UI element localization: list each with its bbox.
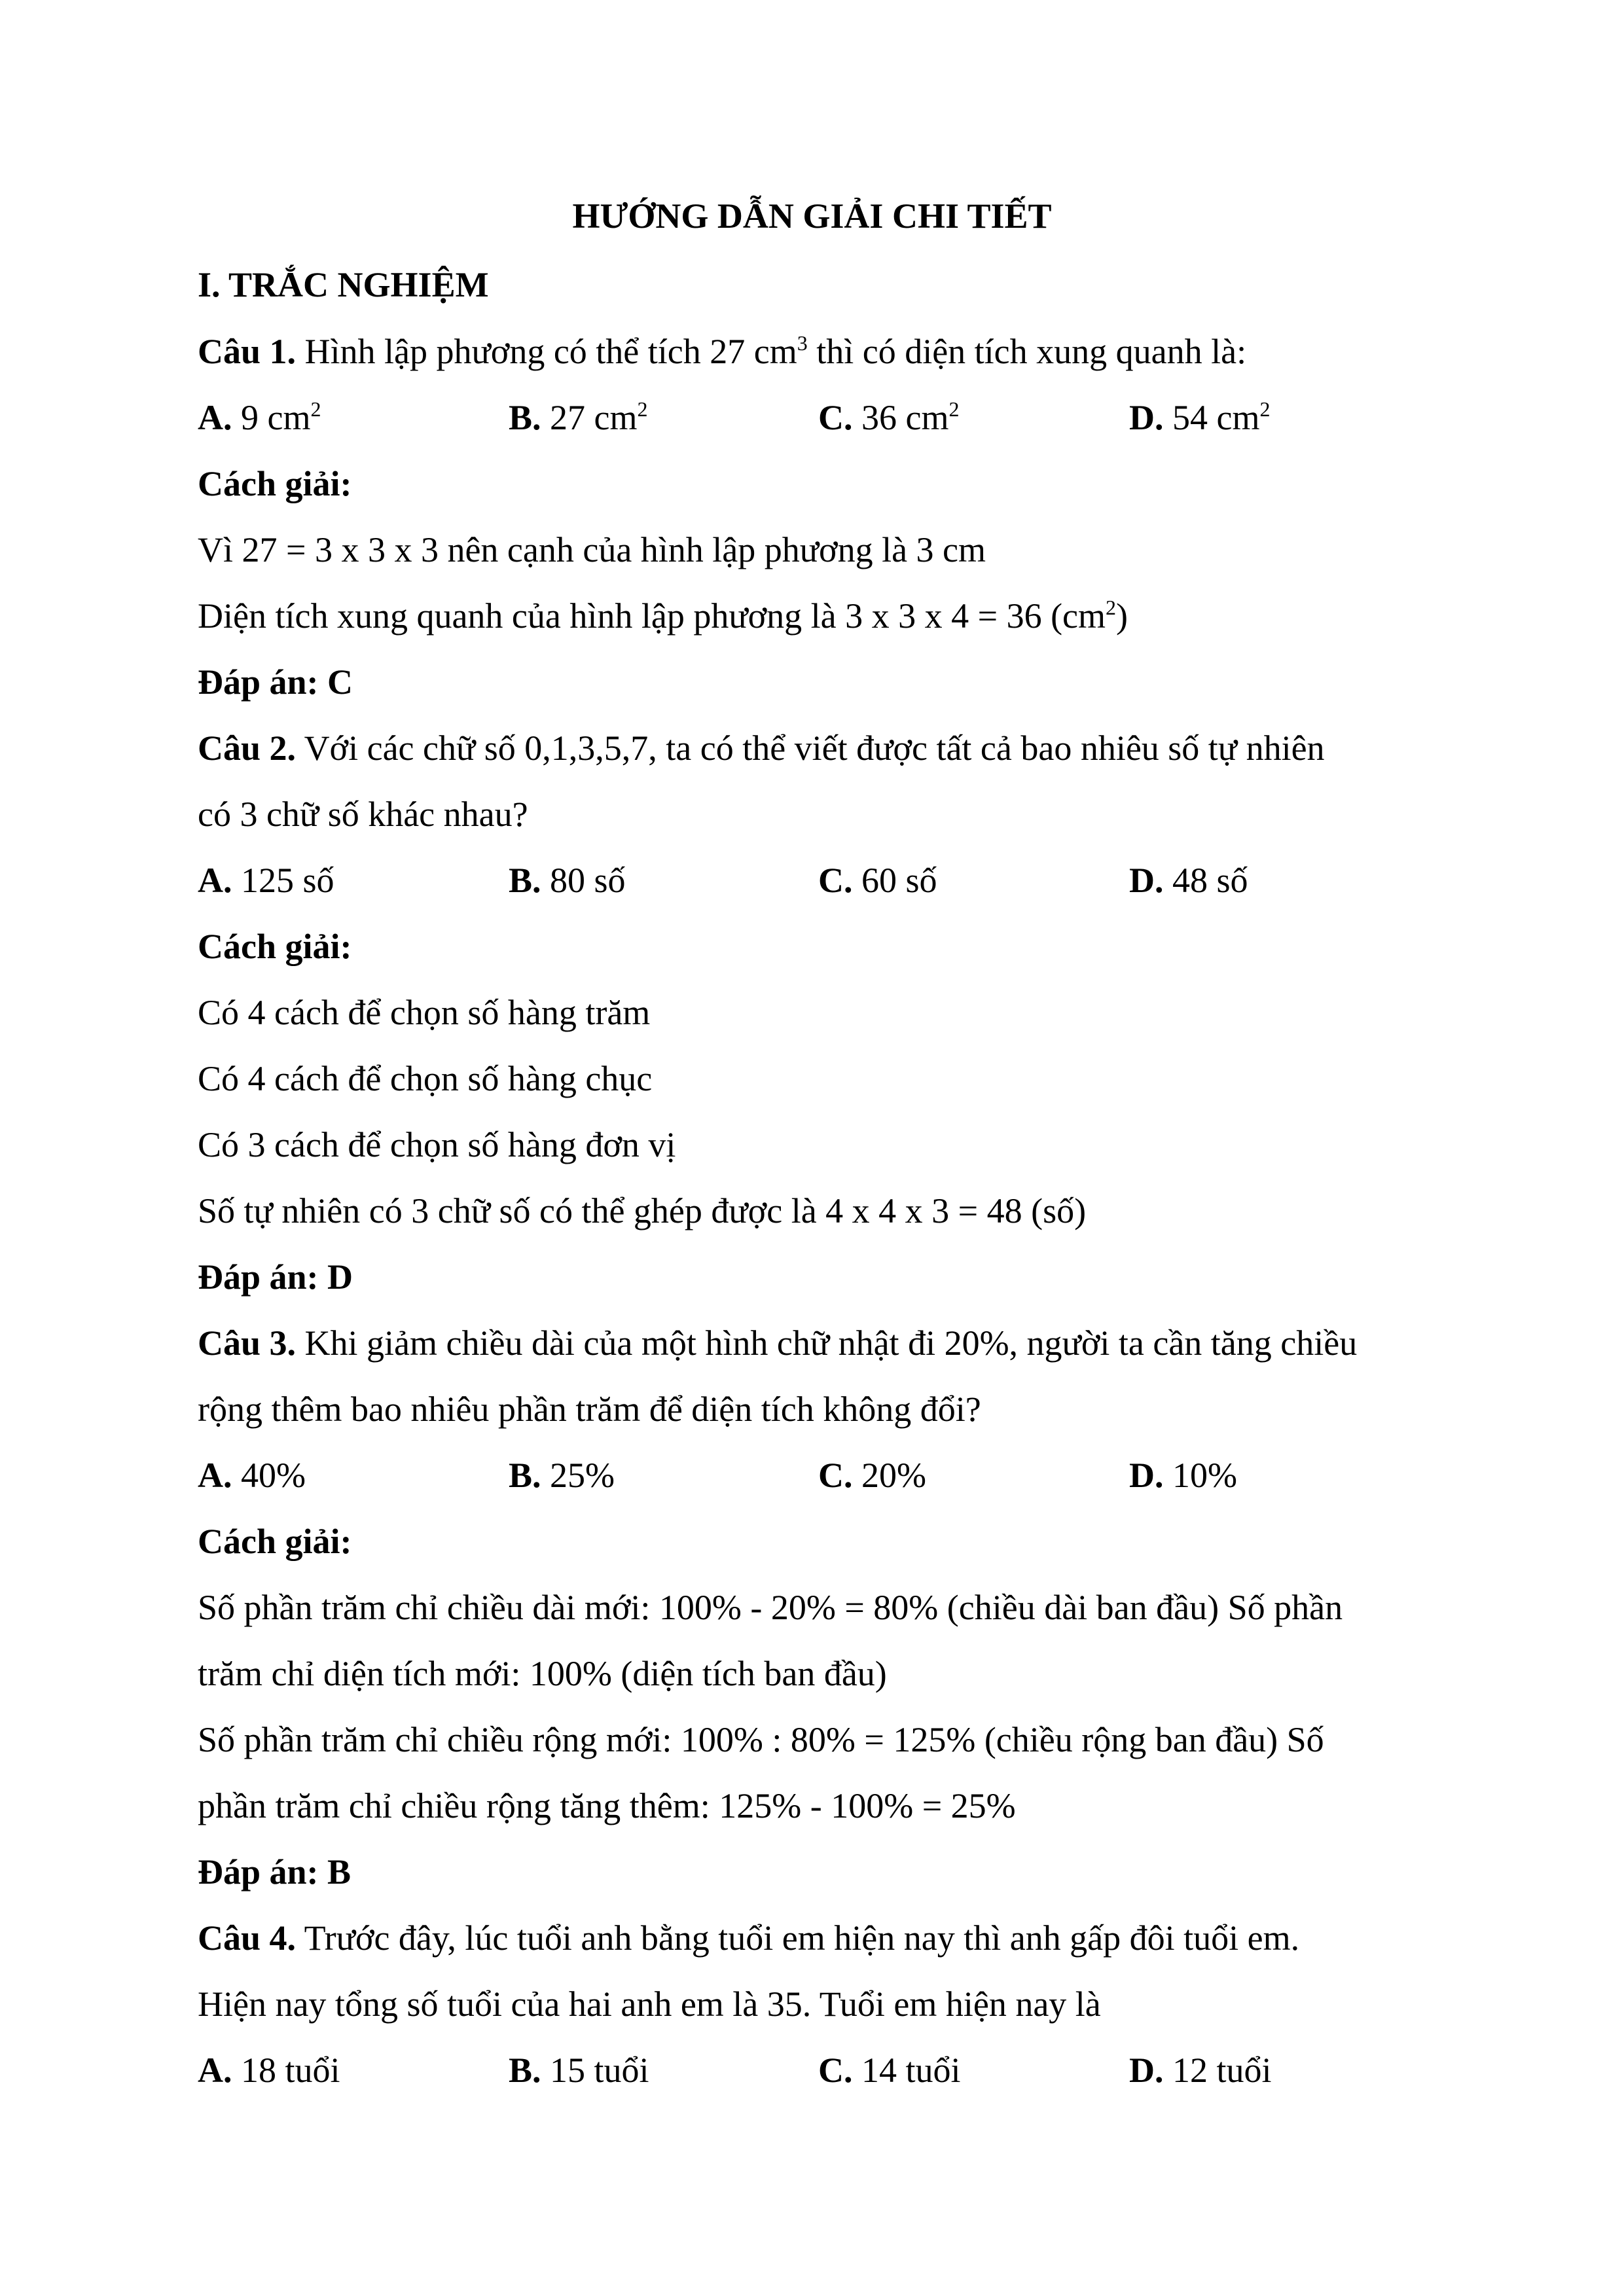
question-2-text: Câu 2. Với các chữ số 0,1,3,5,7, ta có thể viết được tất cả bao nhiêu số tự nhiên [198, 728, 1325, 768]
question-3-solution-line: Số phần trăm chỉ chiều rộng mới: 100% : 80% = 125% (chiều rộng ban đầu) Số [198, 1720, 1324, 1759]
question-3-solution-line: trăm chỉ diện tích mới: 100% (diện tích ban đầu) [198, 1654, 887, 1693]
question-3-text: Câu 3. Khi giảm chiều dài của một hình chữ nhật đi 20%, người ta cần tăng chiều [198, 1323, 1358, 1363]
question-1-stem-end: thì có diện tích xung quanh là: [807, 332, 1247, 371]
question-4-option-a: A. 18 tuổi [198, 2051, 340, 2090]
question-4-text-cont: Hiện nay tổng số tuổi của hai anh em là 35. Tuổi em hiện nay là [198, 1984, 1101, 2024]
question-2-option-d: D. 48 số [1129, 861, 1248, 900]
question-4-option-b: B. 15 tuổi [509, 2051, 649, 2090]
question-1-stem-sup: 3 [797, 331, 808, 355]
question-2-solution-line: Có 4 cách để chọn số hàng trăm [198, 993, 651, 1032]
question-2-option-a: A. 125 số [198, 861, 334, 900]
question-3-option-c: C. 20% [818, 1456, 926, 1495]
page-title: HƯỚNG DẪN GIẢI CHI TIẾT [572, 196, 1052, 236]
question-2-label: Câu 2. [198, 728, 297, 768]
question-3-option-b: B. 25% [509, 1456, 615, 1495]
question-1-answer: Đáp án: C [198, 662, 353, 702]
question-1-solution-line: Vì 27 = 3 x 3 x 3 nên cạnh của hình lập phương là 3 cm [198, 530, 986, 569]
question-1-label: Câu 1. [198, 332, 297, 371]
section-heading: I. TRẮC NGHIỆM [198, 265, 489, 304]
question-3-option-a: A. 40% [198, 1456, 306, 1495]
question-1-text [198, 332, 1246, 371]
question-1-option-c: C. 36 $cm^2$ [818, 397, 960, 437]
question-1-option-b: B. 27 $cm^2$ [509, 397, 648, 437]
question-2-answer: Đáp án: D [198, 1257, 353, 1297]
question-2-option-b: B. 80 số [509, 861, 626, 900]
question-3-text-cont: rộng thêm bao nhiêu phần trăm để diện tích không đổi? [198, 1390, 981, 1429]
question-1-solution-heading: Cách giải: [198, 464, 352, 503]
question-1-option-d: D. 54 $cm^2$ [1129, 397, 1271, 437]
question-3-solution-line: Số phần trăm chỉ chiều dài mới: 100% - 20% = 80% (chiều dài ban đầu) Số phần [198, 1588, 1343, 1627]
question-4-option-d: D. 12 tuổi [1129, 2051, 1272, 2090]
question-3-solution-line: phần trăm chỉ chiều rộng tăng thêm: 125% - 100% = 25% [198, 1786, 1016, 1825]
question-3-answer: Đáp án: B [198, 1852, 352, 1892]
question-2-solution-heading: Cách giải: [198, 927, 352, 966]
question-2-text-cont: có 3 chữ số khác nhau? [198, 795, 528, 834]
question-1-solution-line: Diện tích xung quanh của hình lập phương là 3 x 3 x 4 = 36 $(cm^2)$ [198, 596, 1128, 636]
question-2-solution-line: Có 4 cách để chọn số hàng chục [198, 1059, 653, 1098]
question-4-text: Câu 4. Trước đây, lúc tuổi anh bằng tuổi em hiện nay thì anh gấp đôi tuổi em. [198, 1918, 1300, 1958]
question-4-option-c: C. 14 tuổi [818, 2051, 961, 2090]
question-3-solution-heading: Cách giải: [198, 1522, 352, 1561]
question-4-label: Câu 4. [198, 1918, 297, 1958]
question-3-option-d: D. 10% [1129, 1456, 1237, 1495]
question-2-solution-line: Số tự nhiên có 3 chữ số có thể ghép được là 4 x 4 x 3 = 48 (số) [198, 1191, 1087, 1230]
question-1-option-a: A. 9 $cm^2$ [198, 397, 321, 437]
question-2-solution-line: Có 3 cách để chọn số hàng đơn vị [198, 1125, 676, 1164]
question-2-option-c: C. 60 số [818, 861, 937, 900]
question-3-label: Câu 3. [198, 1323, 297, 1363]
question-1-stem: Hình lập phương có thể tích 27 cm [304, 332, 797, 371]
